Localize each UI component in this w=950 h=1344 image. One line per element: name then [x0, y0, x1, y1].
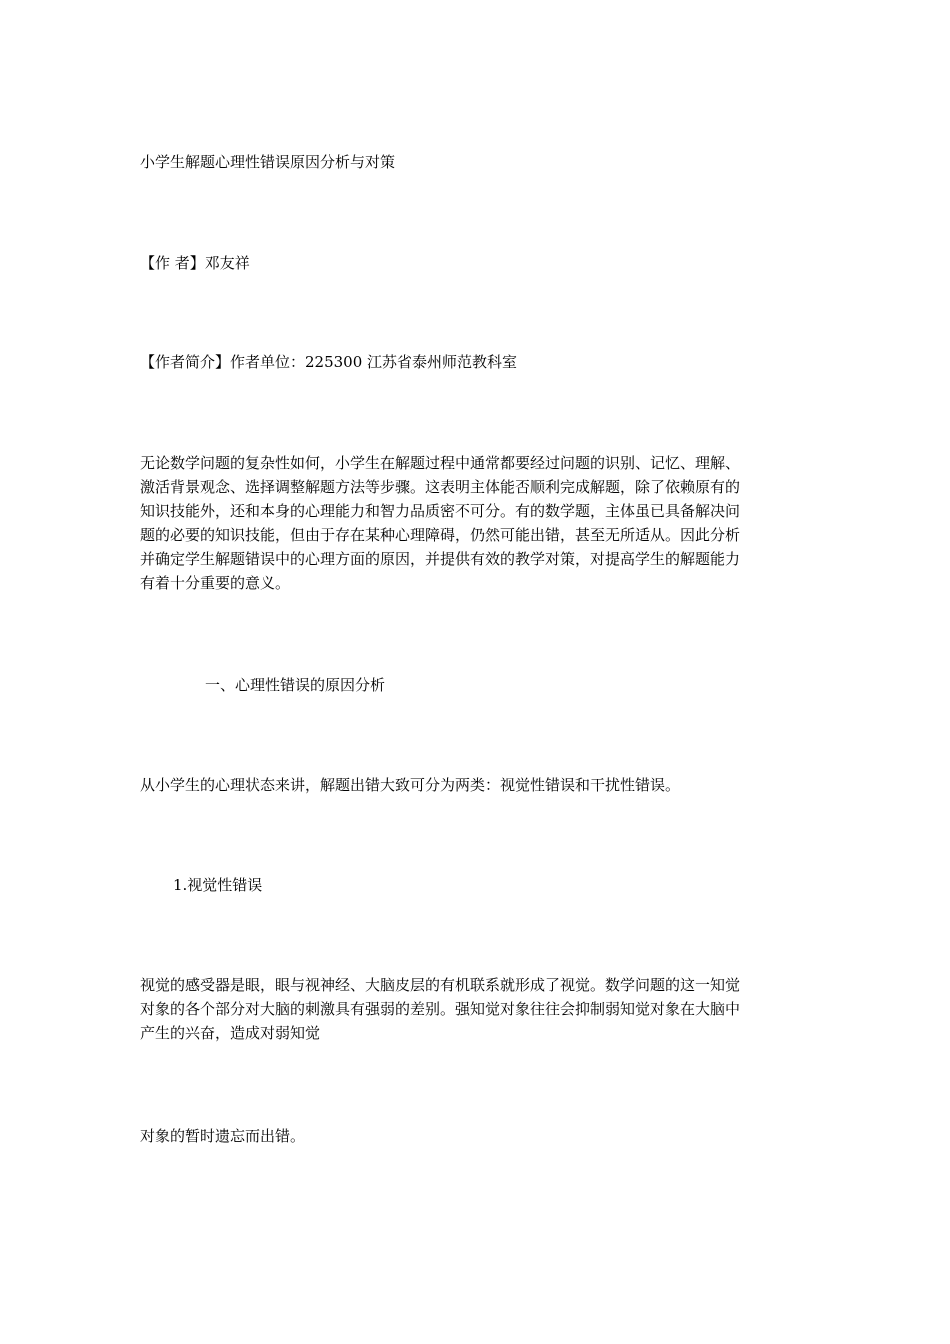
subsection1-paragraph-line: 产生的兴奋，造成对弱知觉 [140, 1024, 321, 1042]
subsection1-paragraph-line: 视觉的感受器是眼，眼与视神经、大脑皮层的有机联系就形成了视觉。数学问题的这一知觉 [140, 976, 741, 994]
intro-paragraph [140, 451, 812, 595]
document-title: 小学生解题心理性错误原因分析与对策 [140, 153, 396, 171]
section1-intro: 从小学生的心理状态来讲，解题出错大致可分为两类：视觉性错误和干扰性错误。 [140, 776, 681, 794]
author-intro-line: 【作者简介】作者单位：225300 江苏省泰州师范教科室 [140, 353, 518, 371]
intro-paragraph-line: 无论数学问题的复杂性如何，小学生在解题过程中通常都要经过问题的识别、记忆、理解、 [140, 454, 741, 472]
subsection1-paragraph-line: 对象的各个部分对大脑的刺激具有强弱的差别。强知觉对象往往会抑制弱知觉对象在大脑中 [140, 1000, 741, 1018]
intro-paragraph-line: 知识技能外，还和本身的心理能力和智力品质密不可分。有的数学题，主体虽已具备解决问 [140, 502, 741, 520]
subsection1-heading: 1.视觉性错误 [173, 876, 263, 894]
subsection1-paragraph [140, 973, 812, 1045]
intro-paragraph-line: 并确定学生解题错误中的心理方面的原因，并提供有效的教学对策，对提高学生的解题能力 [140, 550, 741, 568]
intro-paragraph-line: 激活背景观念、选择调整解题方法等步骤。这表明主体能否顺利完成解题，除了依赖原有的 [140, 478, 741, 496]
intro-paragraph-line: 题的必要的知识技能，但由于存在某种心理障碍，仍然可能出错，甚至无所适从。因此分析 [140, 526, 741, 544]
author-line: 【作 者】邓友祥 [140, 254, 250, 272]
continuation-line: 对象的暂时遗忘而出错。 [140, 1127, 306, 1145]
section1-heading: 一、心理性错误的原因分析 [205, 676, 386, 694]
intro-paragraph-line: 有着十分重要的意义。 [140, 574, 291, 592]
